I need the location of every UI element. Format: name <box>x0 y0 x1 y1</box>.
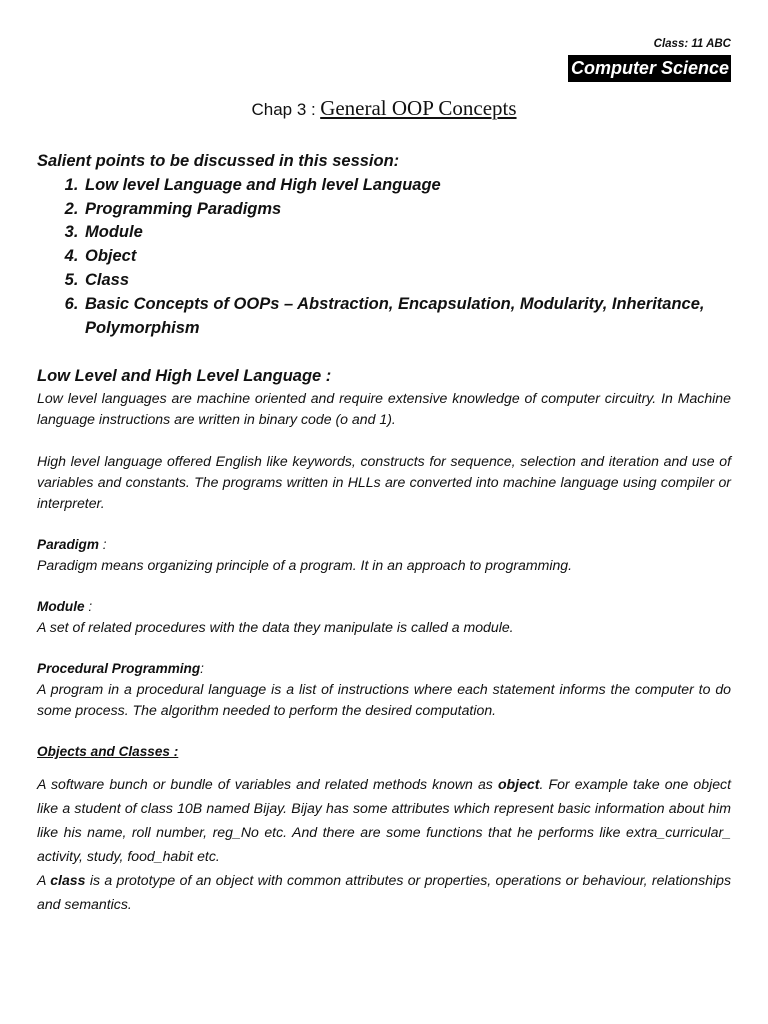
list-item: 5. Class <box>83 269 737 293</box>
subject-banner: Computer Science <box>568 55 731 82</box>
list-item: 2. Programming Paradigms <box>83 198 737 222</box>
salient-points <box>37 150 737 340</box>
list-item: 3. Module <box>83 221 737 245</box>
salient-intro: Salient points to be discussed in this session: <box>37 152 400 170</box>
class-label: Class: 11 ABC <box>653 38 731 50</box>
content-body <box>37 364 731 916</box>
section-heading-module: Module : <box>37 599 93 614</box>
list-item: 4. Object <box>83 245 737 269</box>
section-heading-procedural: Procedural Programming: <box>37 661 204 676</box>
chapter-prefix: Chap 3 : <box>251 100 316 119</box>
paragraph-low-level: Low level languages are machine oriented and require extensive knowledge of computer circuitry. In Machine language instructions are written in binary code (o and 1). <box>37 390 731 427</box>
paragraph-object: A software bunch or bundle of variables and related methods known as object. For example take one object like a student of class 10B named Bijay. Bijay has some attributes which represent basic information about him like his name, roll number, reg_No etc. And there are some functions that he performs like extra_curricular_ activity, study, food_habit etc. <box>37 776 731 864</box>
section-heading-objects: Objects and Classes : <box>37 744 179 759</box>
section-heading-paradigm: Paradigm : <box>37 537 107 552</box>
chapter-title <box>0 96 768 121</box>
salient-list <box>37 174 737 341</box>
paragraph-paradigm: Paradigm means organizing principle of a program. It in an approach to programming. <box>37 557 573 573</box>
paragraph-class: A class is a prototype of an object with common attributes or properties, operations or behaviour, relationships and semantics. <box>37 872 732 912</box>
paragraph-procedural: A program in a procedural language is a list of instructions where each statement informs the computer to do some process. The algorithm needed to perform the desired computation. <box>37 681 731 718</box>
objects-section <box>37 772 731 916</box>
chapter-heading: General OOP Concepts <box>320 96 517 120</box>
paragraph-module: A set of related procedures with the data they manipulate is called a module. <box>37 619 514 635</box>
section-heading-low-high: Low Level and High Level Language : <box>37 367 332 385</box>
list-item: 1. Low level Language and High level Language <box>83 174 737 198</box>
paragraph-high-level: High level language offered English like keywords, constructs for sequence, selection and iteration and use of variables and constants. The programs written in HLLs are converted into machine language using compiler or interpreter. <box>37 453 731 511</box>
list-item: 6. Basic Concepts of OOPs – Abstraction, Encapsulation, Modularity, Inheritance, Polymorphism <box>83 293 737 341</box>
